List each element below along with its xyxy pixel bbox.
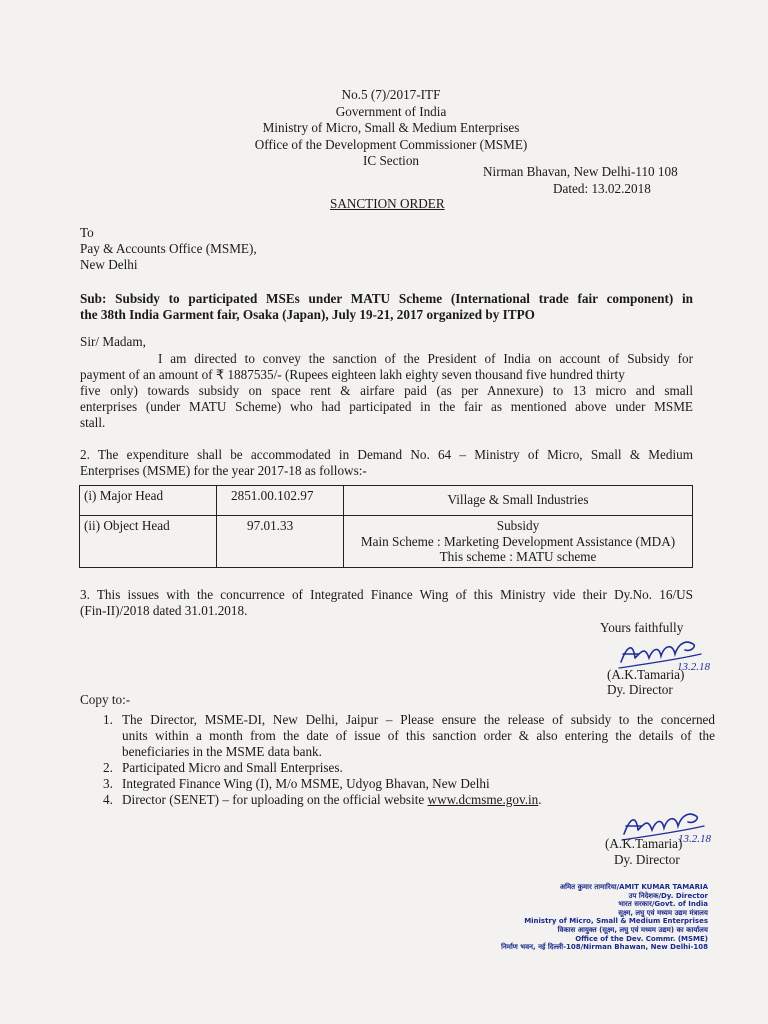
official-stamp: [480, 883, 708, 952]
desc-text: This scheme : MATU scheme: [439, 549, 597, 564]
file-number: No.5 (7)/2017-ITF: [341, 87, 441, 102]
desc-text: Main Scheme : Marketing Development Assistance (MDA): [360, 533, 676, 549]
ministry-line: Ministry of Micro, Small & Medium Enterprises: [262, 120, 520, 136]
copy-item-number: 4.: [103, 792, 113, 807]
head-cell: (i) Major Head: [80, 486, 217, 516]
stamp-line: विकास आयुक्त (सूक्ष्म, लघु एवं मध्यम उद्यम) का कार्यालय: [557, 925, 708, 934]
stamp-line: निर्माण भवन, नई दिल्ली-108/Nirman Bhawan, New Delhi-108: [501, 943, 708, 952]
signatory-designation: Dy. Director: [614, 852, 680, 867]
desc-text: Village & Small Industries: [447, 492, 589, 507]
stamp-line: उप निदेशक/Dy. Director: [628, 891, 708, 900]
copy-item-3: Integrated Finance Wing (I), M/o MSME, Udyog Bhavan, New Delhi: [122, 776, 490, 791]
para3-line-1: 3. This issues with the concurrence of Integrated Finance Wing of this Ministry vide their Dy.No. 16/US: [80, 587, 693, 602]
stamp-line: भारत सरकार/Govt. of India: [618, 900, 708, 909]
copy-item-1-line-2: units within a month from the date of issue of this sanction order & also entering the details of the: [122, 728, 715, 743]
para1-line-3: five only) towards subsidy on space rent & airfare paid (as per Annexure) to 13 micro and small: [80, 383, 693, 398]
para3-line-2: (Fin-II)/2018 dated 31.01.2018.: [80, 603, 248, 618]
copy-item-number: 3.: [103, 776, 113, 791]
copy-item-2: Participated Micro and Small Enterprises.: [122, 760, 343, 775]
para2-line-2: Enterprises (MSME) for the year 2017-18 as follows:-: [80, 463, 367, 478]
copy-item-1-line-3: beneficiaries in the MSME data bank.: [122, 744, 322, 759]
signatory-designation: Dy. Director: [607, 682, 673, 697]
stamp-line: अमित कुमार तामारिया/AMIT KUMAR TAMARIA: [559, 883, 708, 891]
address: Nirman Bhavan, New Delhi-110 108: [483, 164, 678, 179]
date: Dated: 13.02.2018: [553, 181, 651, 196]
code-cell: 97.01.33: [217, 516, 344, 568]
stamp-line: सूक्ष्म, लघु एवं मध्यम उद्यम मंत्रालय: [618, 908, 708, 917]
rupee-symbol-icon: ₹: [215, 368, 225, 383]
code-cell: 2851.00.102.97: [217, 486, 344, 516]
copy-item-number: 2.: [103, 760, 113, 775]
desc-text: Subsidy: [496, 518, 540, 533]
government-line: Government of India: [335, 103, 447, 119]
para1-line-4: enterprises (under MATU Scheme) who had participated in the fair as mentioned above under MSME: [80, 399, 693, 414]
website-link[interactable]: www.dcmsme.gov.in: [427, 792, 539, 807]
para1-line-5: stall.: [80, 415, 106, 430]
to-line-2: New Delhi: [80, 257, 138, 272]
sign-date: 13.2.18: [677, 661, 710, 673]
table-row: [80, 486, 693, 516]
office-line: Office of the Development Commissioner (MSME): [254, 136, 528, 152]
signatory-name: (A.K.Tamaria): [607, 667, 685, 682]
stamp-line: Ministry of Micro, Small & Medium Enterprises: [524, 917, 708, 926]
copy-item-number: 1.: [103, 712, 113, 727]
page-title: SANCTION ORDER: [330, 196, 445, 211]
subject-line-2: the 38th India Garment fair, Osaka (Japan), July 19-21, 2017 organized by ITPO: [80, 307, 535, 322]
table-row: [80, 516, 693, 568]
para2-line-1: 2. The expenditure shall be accommodated in Demand No. 64 – Ministry of Micro, Small & Medium: [80, 447, 693, 462]
signatory-name: (A.K.Tamaria): [605, 836, 683, 851]
to-label: To: [80, 225, 94, 240]
copy-to-label: Copy to:-: [80, 692, 131, 707]
para1-line-1: I am directed to convey the sanction of the President of India on account of Subsidy for: [158, 351, 693, 366]
desc-cell: [344, 486, 693, 516]
to-line-1: Pay & Accounts Office (MSME),: [80, 241, 257, 256]
stamp-line: Office of the Dev. Commr. (MSME): [575, 934, 708, 943]
subject-line-1: Sub: Subsidy to participated MSEs under MATU Scheme (International trade fair component) in: [80, 291, 693, 306]
sign-date: 13.2.18: [678, 833, 711, 845]
budget-head-table: [79, 485, 693, 568]
copy-item-1-line-1: The Director, MSME-DI, New Delhi, Jaipur – Please ensure the release of subsidy to the concerned: [122, 712, 715, 727]
desc-cell: [344, 516, 693, 568]
section-line: IC Section: [362, 153, 420, 169]
copy-item-4: Director (SENET) – for uploading on the official website www.dcmsme.gov.in.: [122, 792, 542, 807]
letterhead: [0, 87, 768, 170]
salutation: Sir/ Madam,: [80, 334, 146, 349]
para1-line-2: payment of an amount of ₹ 1887535/- (Rupees eighteen lakh eighty seven thousand five hundred thirty: [80, 367, 625, 383]
closing: Yours faithfully: [600, 620, 684, 635]
head-cell: (ii) Object Head: [80, 516, 217, 568]
